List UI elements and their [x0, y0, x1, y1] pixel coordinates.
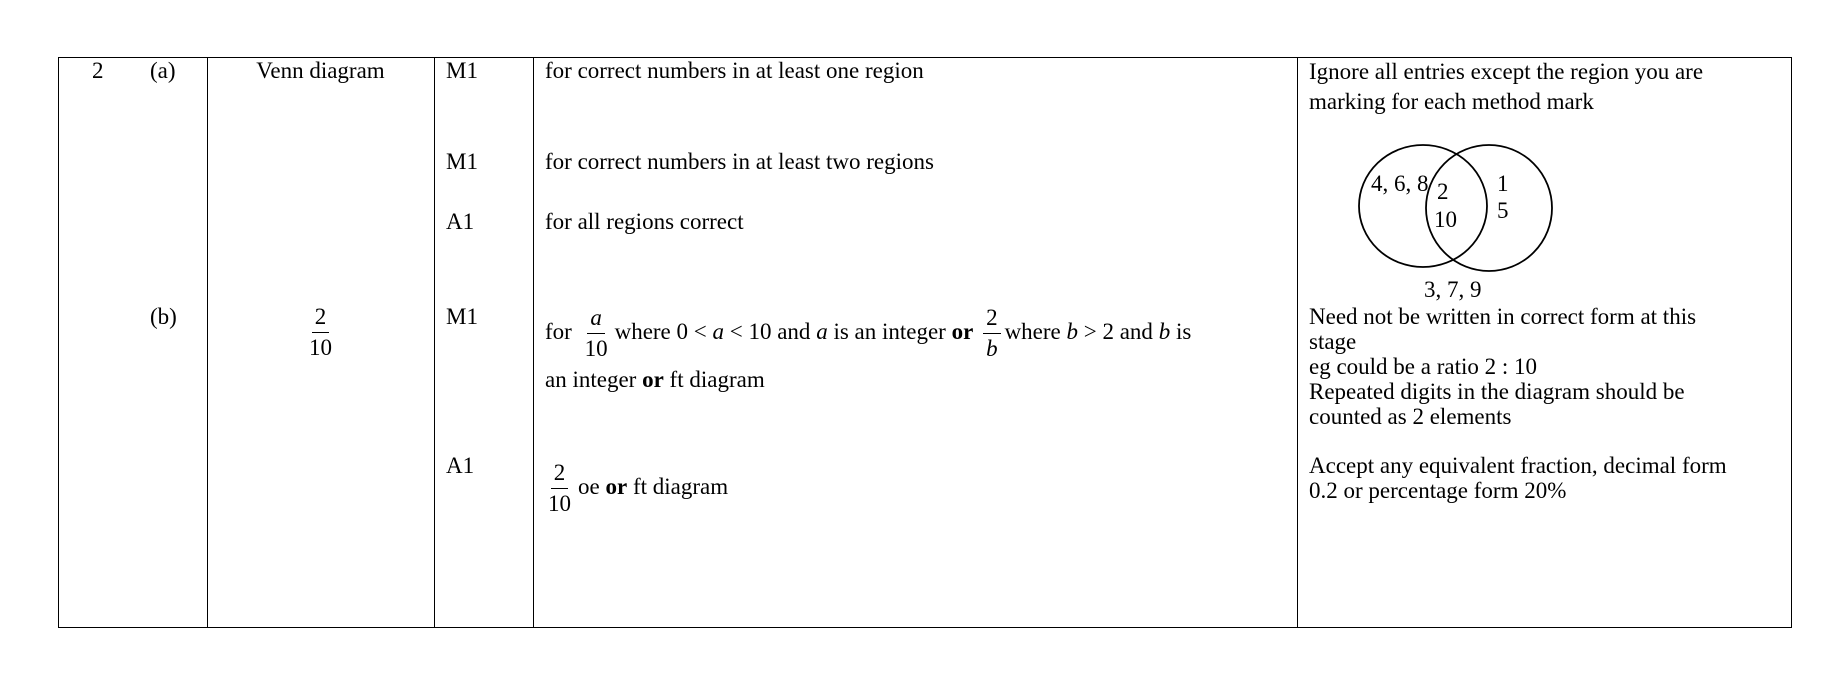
venn-right-bottom: 5	[1497, 198, 1509, 223]
or-word-3: or	[605, 474, 628, 500]
where-clause-2: where	[1004, 319, 1067, 345]
condition-1b: is an integer	[827, 319, 952, 345]
fraction-b-denominator: b	[986, 336, 998, 362]
fraction-a-numerator: a	[587, 305, 605, 334]
for-word: for	[545, 319, 572, 345]
part-b-mark-1-note-line-2: stage	[1309, 329, 1357, 354]
venn-outside: 3, 7, 9	[1424, 277, 1482, 302]
or-word-2: or	[642, 367, 664, 392]
column-divider-2	[434, 58, 435, 627]
part-a-label: (a)	[150, 58, 176, 83]
part-b-mark-1-note-line-3: eg could be a ratio 2 : 10	[1309, 354, 1538, 379]
oe-text: oe	[578, 474, 606, 500]
part-a-note-line-1: Ignore all entries except the region you are	[1309, 59, 1704, 84]
part-b-mark-1-code: M1	[446, 304, 478, 329]
part-b-mark-2-text	[545, 460, 728, 518]
part-b-mark-2-code: A1	[446, 453, 475, 478]
column-divider-4	[1297, 58, 1298, 627]
line2-text-a: an integer	[545, 367, 643, 392]
fraction-2-over-10	[545, 460, 574, 518]
part-a-mark-2-code: M1	[446, 149, 478, 174]
line2-text-b: ft diagram	[663, 367, 765, 392]
part-b-label: (b)	[150, 304, 177, 329]
var-b-2: b	[1158, 319, 1171, 345]
where-clause-1: where 0 <	[614, 319, 713, 345]
part-a-note-line-2: marking for each method mark	[1309, 89, 1594, 114]
var-b: b	[1066, 319, 1078, 345]
question-number: 2	[92, 58, 104, 83]
part-b-mark-2-note-line-1: Accept any equivalent fraction, decimal form	[1309, 453, 1727, 478]
mark-scheme-table	[58, 57, 1792, 628]
fraction-2-numerator: 2	[983, 305, 1001, 334]
part-a-mark-2-text: for correct numbers in at least two regions	[545, 149, 934, 174]
condition-2a: > 2 and	[1078, 319, 1159, 345]
part-b-mark-1-line-2	[545, 365, 765, 395]
part-a-mark-3-text: for all regions correct	[545, 209, 744, 234]
part-a-mark-1-code: M1	[446, 58, 478, 83]
part-a-answer: Venn diagram	[256, 58, 385, 83]
part-b-mark-1-note-line-1: Need not be written in correct form at this	[1309, 304, 1697, 329]
condition-2b: is	[1170, 319, 1192, 345]
part-b-mark-1-note-line-4: Repeated digits in the diagram should be	[1309, 379, 1685, 404]
or-word-1: or	[951, 319, 974, 345]
venn-left-circle	[1359, 145, 1487, 267]
part-b-mark-1-note-line-5: counted as 2 elements	[1309, 404, 1512, 429]
column-divider-3	[533, 58, 534, 627]
fraction-2-over-b	[983, 305, 1001, 363]
part-b-answer	[207, 304, 434, 362]
part-b-mark-2-note-line-2: 0.2 or percentage form 20%	[1309, 478, 1567, 503]
venn-intersection-top: 2	[1437, 179, 1449, 204]
part-b-mark-1-line-1	[545, 305, 1191, 363]
var-a: a	[712, 319, 724, 345]
venn-intersection-bottom: 10	[1434, 207, 1457, 232]
condition-1a: < 10 and	[724, 319, 817, 345]
venn-left-only: 4, 6, 8	[1371, 171, 1429, 196]
fraction-2-10-numerator: 2	[551, 460, 569, 489]
var-a-2: a	[816, 319, 828, 345]
part-b-answer-fraction	[306, 304, 335, 362]
venn-diagram	[1349, 143, 1609, 313]
fraction-2-10-denominator: 10	[548, 491, 571, 517]
part-b-answer-numerator: 2	[312, 304, 330, 333]
venn-right-top: 1	[1497, 171, 1509, 196]
ft-diagram-text: ft diagram	[627, 474, 729, 500]
part-a-mark-1-text: for correct numbers in at least one region	[545, 58, 924, 83]
fraction-a-denominator: 10	[584, 336, 608, 362]
part-b-answer-denominator: 10	[309, 335, 332, 361]
part-a-mark-3-code: A1	[446, 209, 475, 234]
fraction-a-over-10	[582, 305, 611, 363]
